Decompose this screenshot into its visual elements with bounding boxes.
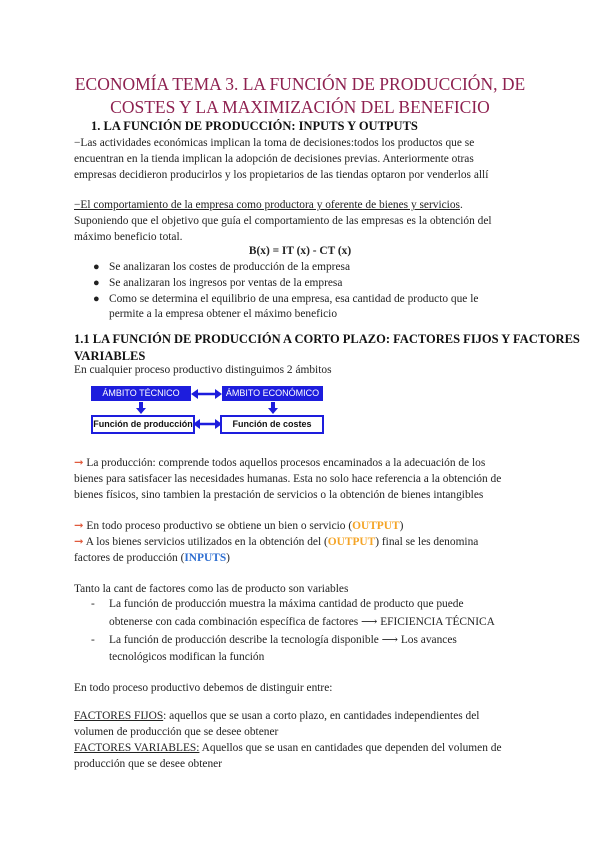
- output-term: OUTPUT: [352, 520, 400, 532]
- bullet-icon: ●: [93, 277, 100, 289]
- output-term: OUTPUT: [327, 536, 376, 548]
- bullet-list: [0, 259, 600, 319]
- bullet-item-continued: permite a la empresa obtener el máximo beneficio: [109, 308, 338, 320]
- text-segment: factores de producción (: [74, 552, 185, 564]
- section-1-1-intro: En cualquier proceso productivo distinguimos 2 ámbitos: [74, 364, 332, 376]
- bullet-item: Como se determina el equilibrio de una empresa, esa cantidad de producto que le: [109, 293, 479, 305]
- text-segment: ): [226, 552, 230, 564]
- text-line: Suponiendo que el objetivo que guía el comportamiento de las empresas es la obtención del: [74, 215, 492, 227]
- dash-item-line: obtenerse con cada combinación específica de factores ⟶ EFICIENCIA TÉCNICA: [109, 616, 495, 628]
- text-line: encuentran en la tienda implican la adopción de decisiones previas. Anteriormente otras: [74, 153, 474, 165]
- dash-item-line: La función de producción describe la tecnología disponible ⟶ Los avances: [109, 634, 457, 646]
- bullet-item: Se analizaran los ingresos por ventas de la empresa: [109, 277, 343, 289]
- section-1-paragraph-1: [74, 135, 488, 183]
- text-line: La producción: comprende todos aquellos procesos encaminados a la adecuación de los: [86, 457, 486, 469]
- production-paragraph: [74, 455, 501, 503]
- text-line: producción que se desee obtener: [74, 758, 223, 770]
- variable-factors-label: FACTORES VARIABLES:: [74, 742, 200, 754]
- technical-scope-box: ÁMBITO TÉCNICO: [91, 386, 191, 401]
- economic-scope-box: ÁMBITO ECONÓMICO: [222, 386, 323, 401]
- double-arrow-icon: [191, 389, 222, 399]
- text-line: volumen de producción que se desee obtener: [74, 726, 279, 738]
- down-arrow-icon: [268, 402, 278, 414]
- section-1-paragraph-2: [74, 197, 492, 245]
- distinguish-text: En todo proceso productivo debemos de distinguir entre:: [74, 682, 333, 694]
- page-title: [0, 73, 600, 119]
- text-segment: A los bienes servicios utilizados en la obtención del (: [85, 536, 328, 548]
- arrow-icon: ➞: [74, 520, 84, 532]
- bullet-icon: ●: [93, 261, 100, 273]
- double-arrow-icon: [193, 419, 222, 429]
- underlined-text: −El comportamiento de la empresa como productora y oferente de bienes y servicios: [74, 199, 460, 211]
- text-segment: ) final se les denomina: [375, 536, 479, 548]
- title-line-2: COSTES Y LA MAXIMIZACIÓN DEL BENEFICIO: [110, 97, 490, 117]
- section-1-1-heading: [74, 331, 580, 365]
- cost-function-box: Función de costes: [220, 415, 324, 434]
- text-line: empresas decidieron producirlos y los propietarios de las tiendas optaron por venderlos allí: [74, 169, 489, 181]
- bullet-icon: ●: [93, 293, 100, 305]
- factors-definitions: [74, 708, 502, 772]
- heading-line: 1.1 LA FUNCIÓN DE PRODUCCIÓN A CORTO PLAZO: FACTORES FIJOS Y FACTORES: [74, 332, 580, 346]
- text-segment: : aquellos que se usan a corto plazo, en cantidades independientes del: [163, 710, 480, 722]
- period: .: [459, 199, 463, 211]
- input-term: INPUTS: [184, 552, 227, 564]
- dash-item-line: La función de producción muestra la máxima cantidad de producto que puede: [109, 598, 464, 610]
- bullet-item: Se analizaran los costes de producción de la empresa: [109, 261, 351, 273]
- dash-marker: -: [91, 634, 95, 646]
- arrow-icon: ➞: [74, 536, 84, 548]
- dash-item-line: tecnológicos modifican la función: [109, 651, 265, 663]
- fixed-factors-label: FACTORES FIJOS: [74, 710, 164, 722]
- text-segment: ): [399, 520, 404, 532]
- text-line: −Las actividades económicas implican la toma de decisiones:todos los productos que se: [74, 137, 475, 149]
- text-line: bienes para satisfacer las necesidades humanas. Esta no solo hace referencia a la obtención de: [74, 473, 502, 485]
- production-function-box: Función de producción: [91, 415, 195, 434]
- text-segment: Aquellos que se usan en cantidades que dependen del volumen de: [199, 742, 502, 754]
- down-arrow-icon: [136, 402, 146, 414]
- text-segment: En todo proceso productivo se obtiene un bien o servicio (: [86, 520, 353, 532]
- dash-list: [0, 596, 600, 666]
- profit-formula: B(x) = IT (x) - CT (x): [248, 245, 352, 257]
- variables-intro: Tanto la cant de factores como las de producto son variables: [74, 583, 349, 595]
- heading-line: VARIABLES: [74, 349, 146, 363]
- text-line: bienes físicos, sino tambien la prestación de servicios o la obtención de bienes intangibles: [74, 489, 484, 501]
- section-1-heading: 1. LA FUNCIÓN DE PRODUCCIÓN: INPUTS Y OUTPUTS: [91, 119, 418, 133]
- arrow-icon: ➞: [74, 457, 84, 469]
- output-paragraph: [74, 518, 478, 566]
- dash-marker: -: [91, 598, 95, 610]
- scope-diagram: [91, 386, 331, 436]
- title-line-1: ECONOMÍA TEMA 3. LA FUNCIÓN DE PRODUCCIÓN, DE: [74, 74, 526, 94]
- text-line: máximo beneficio total.: [74, 231, 183, 243]
